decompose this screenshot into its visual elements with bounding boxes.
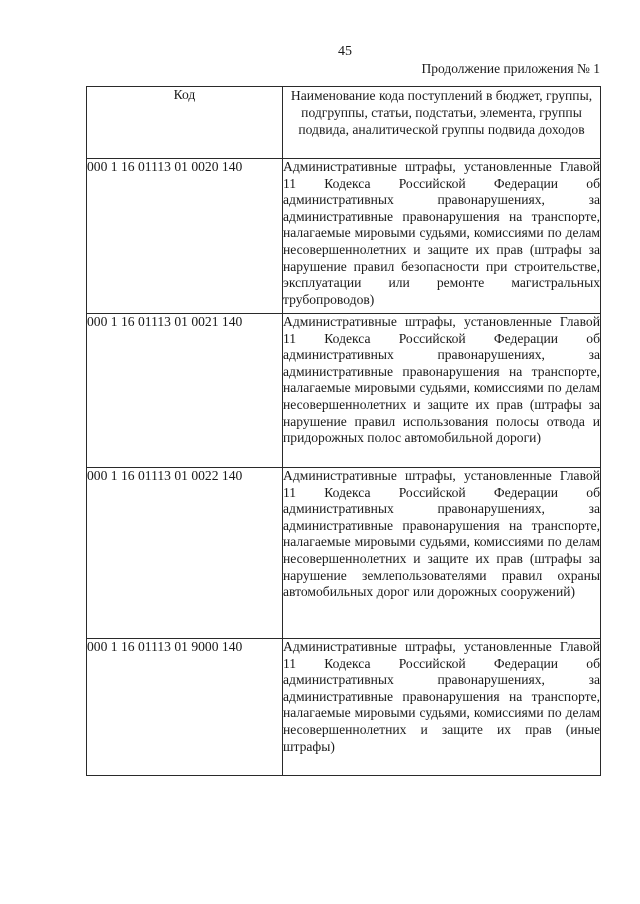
revenue-description: Административные штрафы, установленные Главой 11 Кодекса Российской Федерации об административных правонарушениях, за административные правонарушения на транспорте, налагаемые мировыми судьями, комиссиями по делам несовершеннолетних и защите их прав (штрафы за нарушение землепользователями правил охраны автомобильных дорог или дорожных сооружений): [283, 468, 601, 639]
appendix-continuation-label: Продолжение приложения № 1: [421, 61, 600, 76]
page-number: 45: [338, 44, 352, 59]
table-row: [87, 468, 601, 639]
table-row: [87, 314, 601, 468]
revenue-code: 000 1 16 01113 01 0020 140: [87, 159, 283, 314]
revenue-codes-table: [86, 86, 601, 776]
revenue-description: Административные штрафы, установленные Главой 11 Кодекса Российской Федерации об административных правонарушениях, за административные правонарушения на транспорте, налагаемые мировыми судьями, комиссиями по делам несовершеннолетних и защите их прав (иные штрафы): [283, 639, 601, 776]
table-header-row: [87, 87, 601, 159]
table-row: [87, 639, 601, 776]
revenue-code: 000 1 16 01113 01 0021 140: [87, 314, 283, 468]
revenue-description: Административные штрафы, установленные Главой 11 Кодекса Российской Федерации об административных правонарушениях, за административные правонарушения на транспорте, налагаемые мировыми судьями, комиссиями по делам несовершеннолетних и защите их прав (штрафы за нарушение правил использования полосы отвода и придорожных полос автомобильной дороги): [283, 314, 601, 468]
revenue-description: Административные штрафы, установленные Главой 11 Кодекса Российской Федерации об административных правонарушениях, за административные правонарушения на транспорте, налагаемые мировыми судьями, комиссиями по делам несовершеннолетних и защите их прав (штрафы за нарушение правил безопасности при строительстве, эксплуатации или ремонте магистральных трубопроводов): [283, 159, 601, 314]
header-name: Наименование кода поступлений в бюджет, группы, подгруппы, статьи, подстатьи, элемента, группы подвида, аналитической группы подвида доходов: [283, 87, 601, 159]
header-code: Код: [87, 87, 283, 159]
revenue-code: 000 1 16 01113 01 9000 140: [87, 639, 283, 776]
revenue-code: 000 1 16 01113 01 0022 140: [87, 468, 283, 639]
table-row: [87, 159, 601, 314]
